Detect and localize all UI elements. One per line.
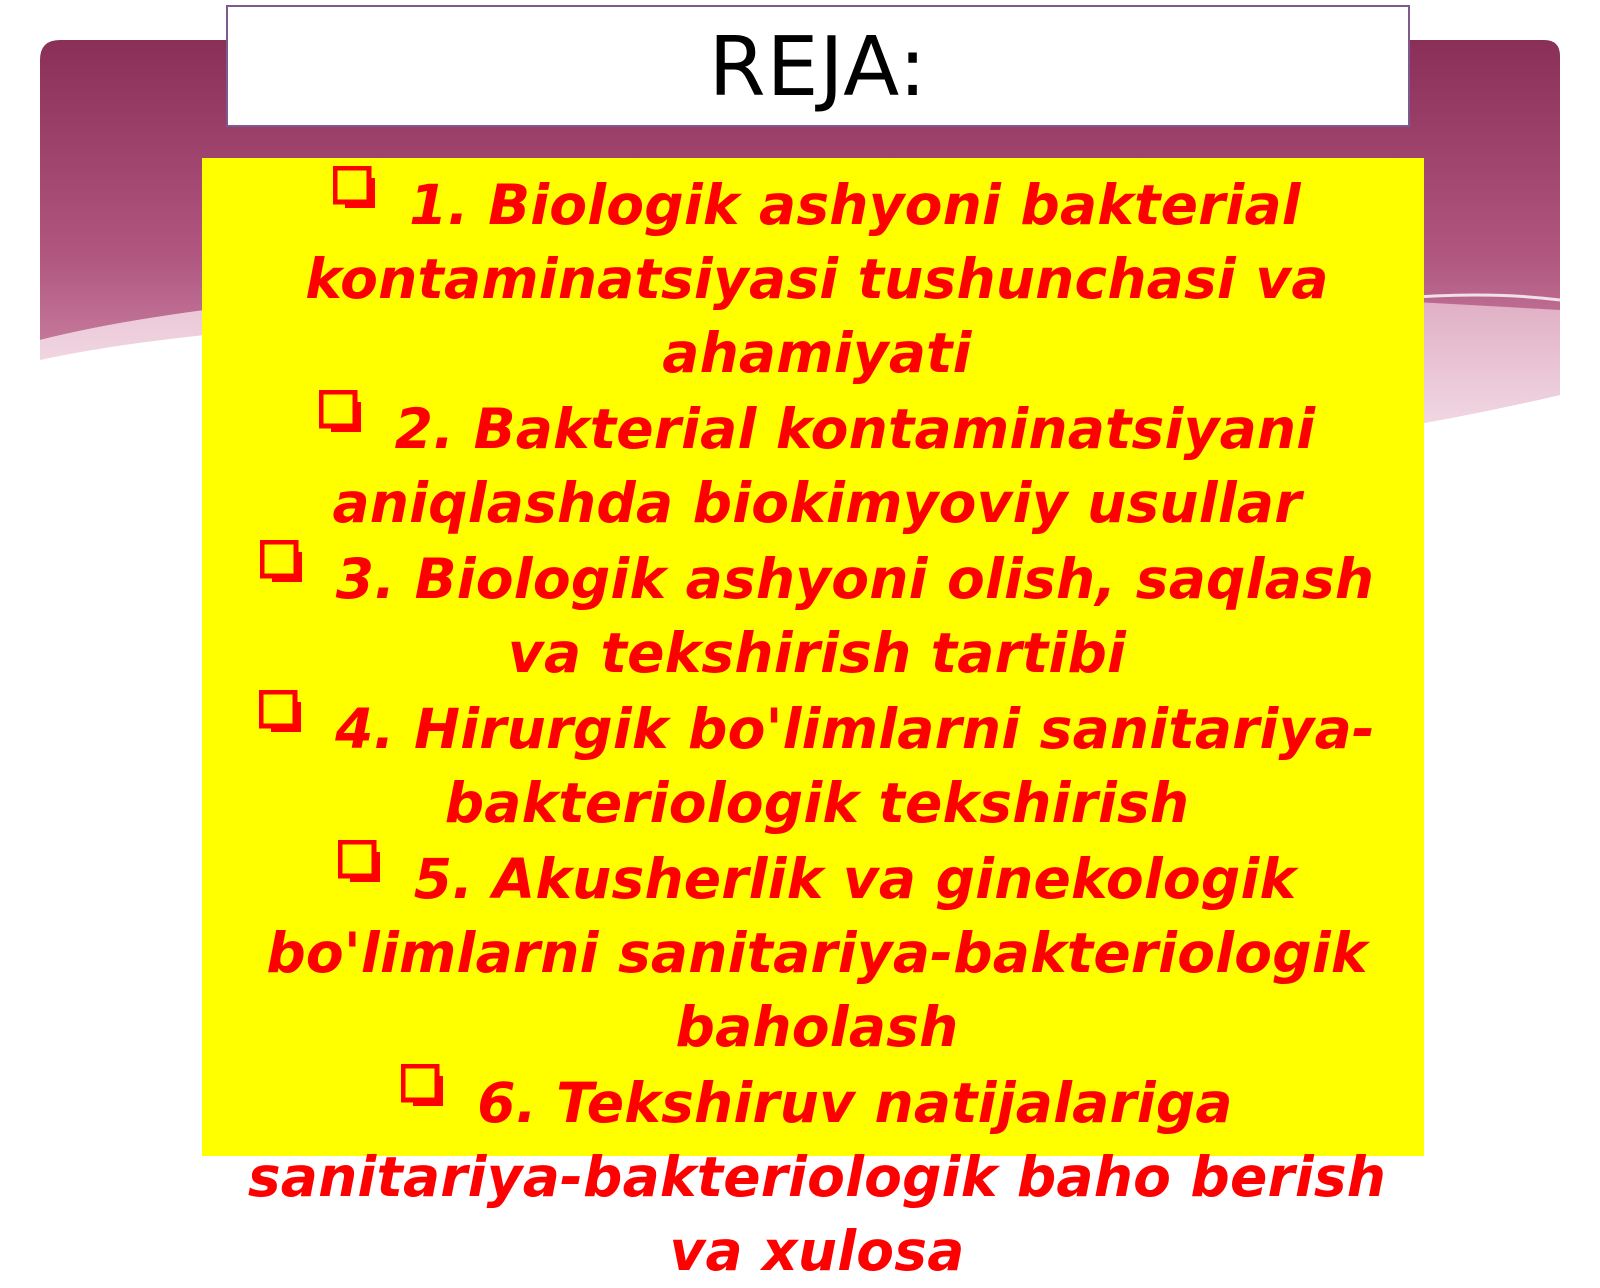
- checkbox-icon: [319, 390, 363, 434]
- plan-item: [232, 690, 1402, 840]
- checkbox-icon: [259, 690, 303, 734]
- plan-item: [232, 390, 1402, 540]
- checkbox-icon: [338, 840, 382, 884]
- plan-item-text: 5. Akusherlik va ginekologik bo'limlarni sanitariya-bakteriologik baholash: [266, 847, 1368, 1059]
- plan-item-text: 2. Bakterial kontaminatsiyani aniqlashda biokimyoviy usullar: [332, 397, 1316, 535]
- checkbox-icon: [333, 166, 377, 210]
- plan-item-text: 6. Tekshiruv natijalariga sanitariya-bakteriologik baho berish va xulosa: [247, 1071, 1387, 1283]
- checkbox-icon: [401, 1064, 445, 1108]
- plan-item-text: 1. Biologik ashyoni bakterial kontaminatsiyasi tushunchasi va ahamiyati: [305, 173, 1329, 385]
- slide-title: REJA:: [708, 20, 928, 115]
- title-box: [226, 5, 1410, 127]
- plan-list: [232, 166, 1402, 1288]
- plan-item-text: 3. Biologik ashyoni olish, saqlash va tekshirish tartibi: [335, 547, 1375, 685]
- checkbox-icon: [260, 540, 304, 584]
- plan-item-text: 4. Hirurgik bo'limlarni sanitariya-bakteriologik tekshirish: [335, 697, 1375, 835]
- plan-item: [232, 840, 1402, 1064]
- plan-item: [232, 1064, 1402, 1288]
- plan-item: [232, 540, 1402, 690]
- plan-item: [232, 166, 1402, 390]
